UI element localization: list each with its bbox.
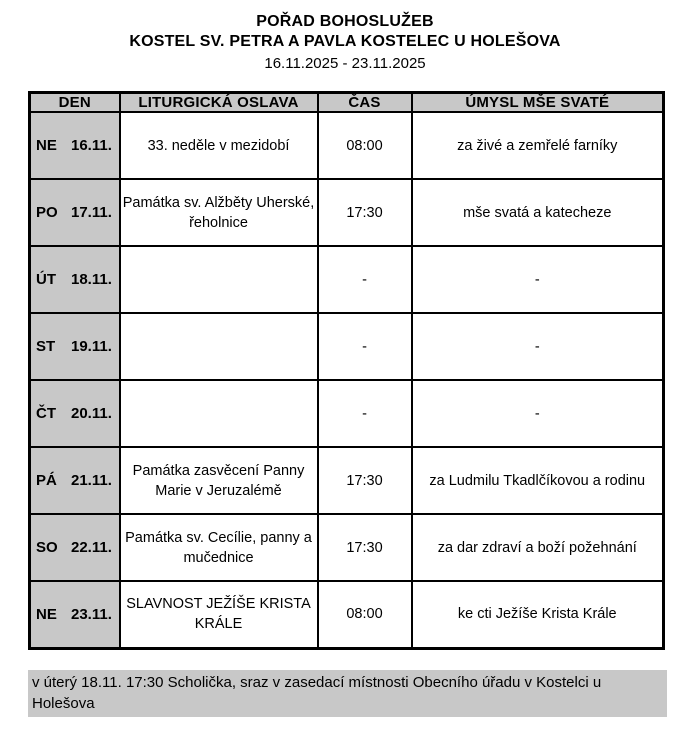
announcement-note: v úterý 18.11. 17:30 Scholička, sraz v zasedací místnosti Obecního úřadu v Kostelci u Holešova <box>28 670 667 717</box>
day-cell <box>30 514 120 581</box>
day-label <box>31 405 119 422</box>
day-label <box>31 472 119 489</box>
day-label <box>31 539 119 556</box>
day-date: 20.11. <box>71 405 112 422</box>
header-row <box>30 93 664 113</box>
day-abbr: SO <box>36 539 58 556</box>
column-header-umysl-mse-svate: ÚMYSL MŠE SVATÉ <box>412 93 664 113</box>
day-label <box>31 204 119 221</box>
day-cell <box>30 246 120 313</box>
celebration-cell: Památka sv. Cecílie, panny a mučednice <box>120 514 318 581</box>
day-date: 21.11. <box>71 472 112 489</box>
table-row-pa-21-11 <box>30 447 664 514</box>
day-date: 23.11. <box>71 605 112 623</box>
day-cell <box>30 447 120 514</box>
day-label <box>31 338 119 355</box>
celebration-cell <box>120 313 318 380</box>
day-cell <box>30 112 120 179</box>
column-header-cas: ČAS <box>318 93 412 113</box>
celebration-cell: 33. neděle v mezidobí <box>120 112 318 179</box>
document-title-line2: KOSTEL SV. PETRA A PAVLA KOSTELEC U HOLEŠOVA <box>129 33 561 50</box>
intention-cell: za Ludmilu Tkadlčíkovou a rodinu <box>412 447 664 514</box>
intention-cell: - <box>412 246 664 313</box>
day-date: 18.11. <box>71 271 112 288</box>
day-date: 22.11. <box>71 539 112 556</box>
document-header <box>0 0 690 74</box>
document-date-range: 16.11.2025 - 23.11.2025 <box>264 55 426 72</box>
column-header-den: DEN <box>30 93 120 113</box>
celebration-cell: Památka zasvěcení Panny Marie v Jeruzalémě <box>120 447 318 514</box>
day-cell <box>30 581 120 648</box>
day-cell <box>30 179 120 246</box>
time-cell: 08:00 <box>318 581 412 648</box>
document-title-line1: POŘAD BOHOSLUŽEB <box>256 13 434 30</box>
day-abbr: NE <box>36 137 57 154</box>
time-cell: - <box>318 380 412 447</box>
time-cell: 17:30 <box>318 447 412 514</box>
table-row-ne-23-11 <box>30 581 664 648</box>
schedule-table <box>28 91 665 650</box>
day-abbr: NE <box>36 605 57 623</box>
table-row-so-22-11 <box>30 514 664 581</box>
intention-cell: - <box>412 380 664 447</box>
celebration-cell <box>120 380 318 447</box>
table-row-ne-16-11 <box>30 112 664 179</box>
table-row-ut-18-11 <box>30 246 664 313</box>
celebration-cell: Památka sv. Alžběty Uherské, řeholnice <box>120 179 318 246</box>
time-cell: 17:30 <box>318 514 412 581</box>
day-date: 19.11. <box>71 338 112 355</box>
intention-cell: ke cti Ježíše Krista Krále <box>412 581 664 648</box>
time-cell: 17:30 <box>318 179 412 246</box>
time-cell: - <box>318 246 412 313</box>
table-row-st-19-11 <box>30 313 664 380</box>
day-abbr: ČT <box>36 405 56 422</box>
table-row-ct-20-11 <box>30 380 664 447</box>
day-date: 17.11. <box>71 204 112 221</box>
day-abbr: ST <box>36 338 56 355</box>
intention-cell: - <box>412 313 664 380</box>
celebration-cell: SLAVNOST JEŽÍŠE KRISTA KRÁLE <box>120 581 318 648</box>
day-label <box>31 137 119 154</box>
day-label <box>31 606 119 623</box>
table-row-po-17-11 <box>30 179 664 246</box>
intention-cell: mše svatá a katecheze <box>412 179 664 246</box>
time-cell: - <box>318 313 412 380</box>
day-cell <box>30 380 120 447</box>
day-abbr: ÚT <box>36 271 56 288</box>
intention-cell: za živé a zemřelé farníky <box>412 112 664 179</box>
schedule-table-header <box>30 93 664 113</box>
day-cell <box>30 313 120 380</box>
time-cell: 08:00 <box>318 112 412 179</box>
day-date: 16.11. <box>71 137 112 154</box>
celebration-cell <box>120 246 318 313</box>
schedule-table-body <box>30 112 664 648</box>
day-abbr: PÁ <box>36 472 57 489</box>
intention-cell: za dar zdraví a boží požehnání <box>412 514 664 581</box>
column-header-liturgicka-oslava: LITURGICKÁ OSLAVA <box>120 93 318 113</box>
day-abbr: PO <box>36 204 58 221</box>
day-label <box>31 271 119 288</box>
